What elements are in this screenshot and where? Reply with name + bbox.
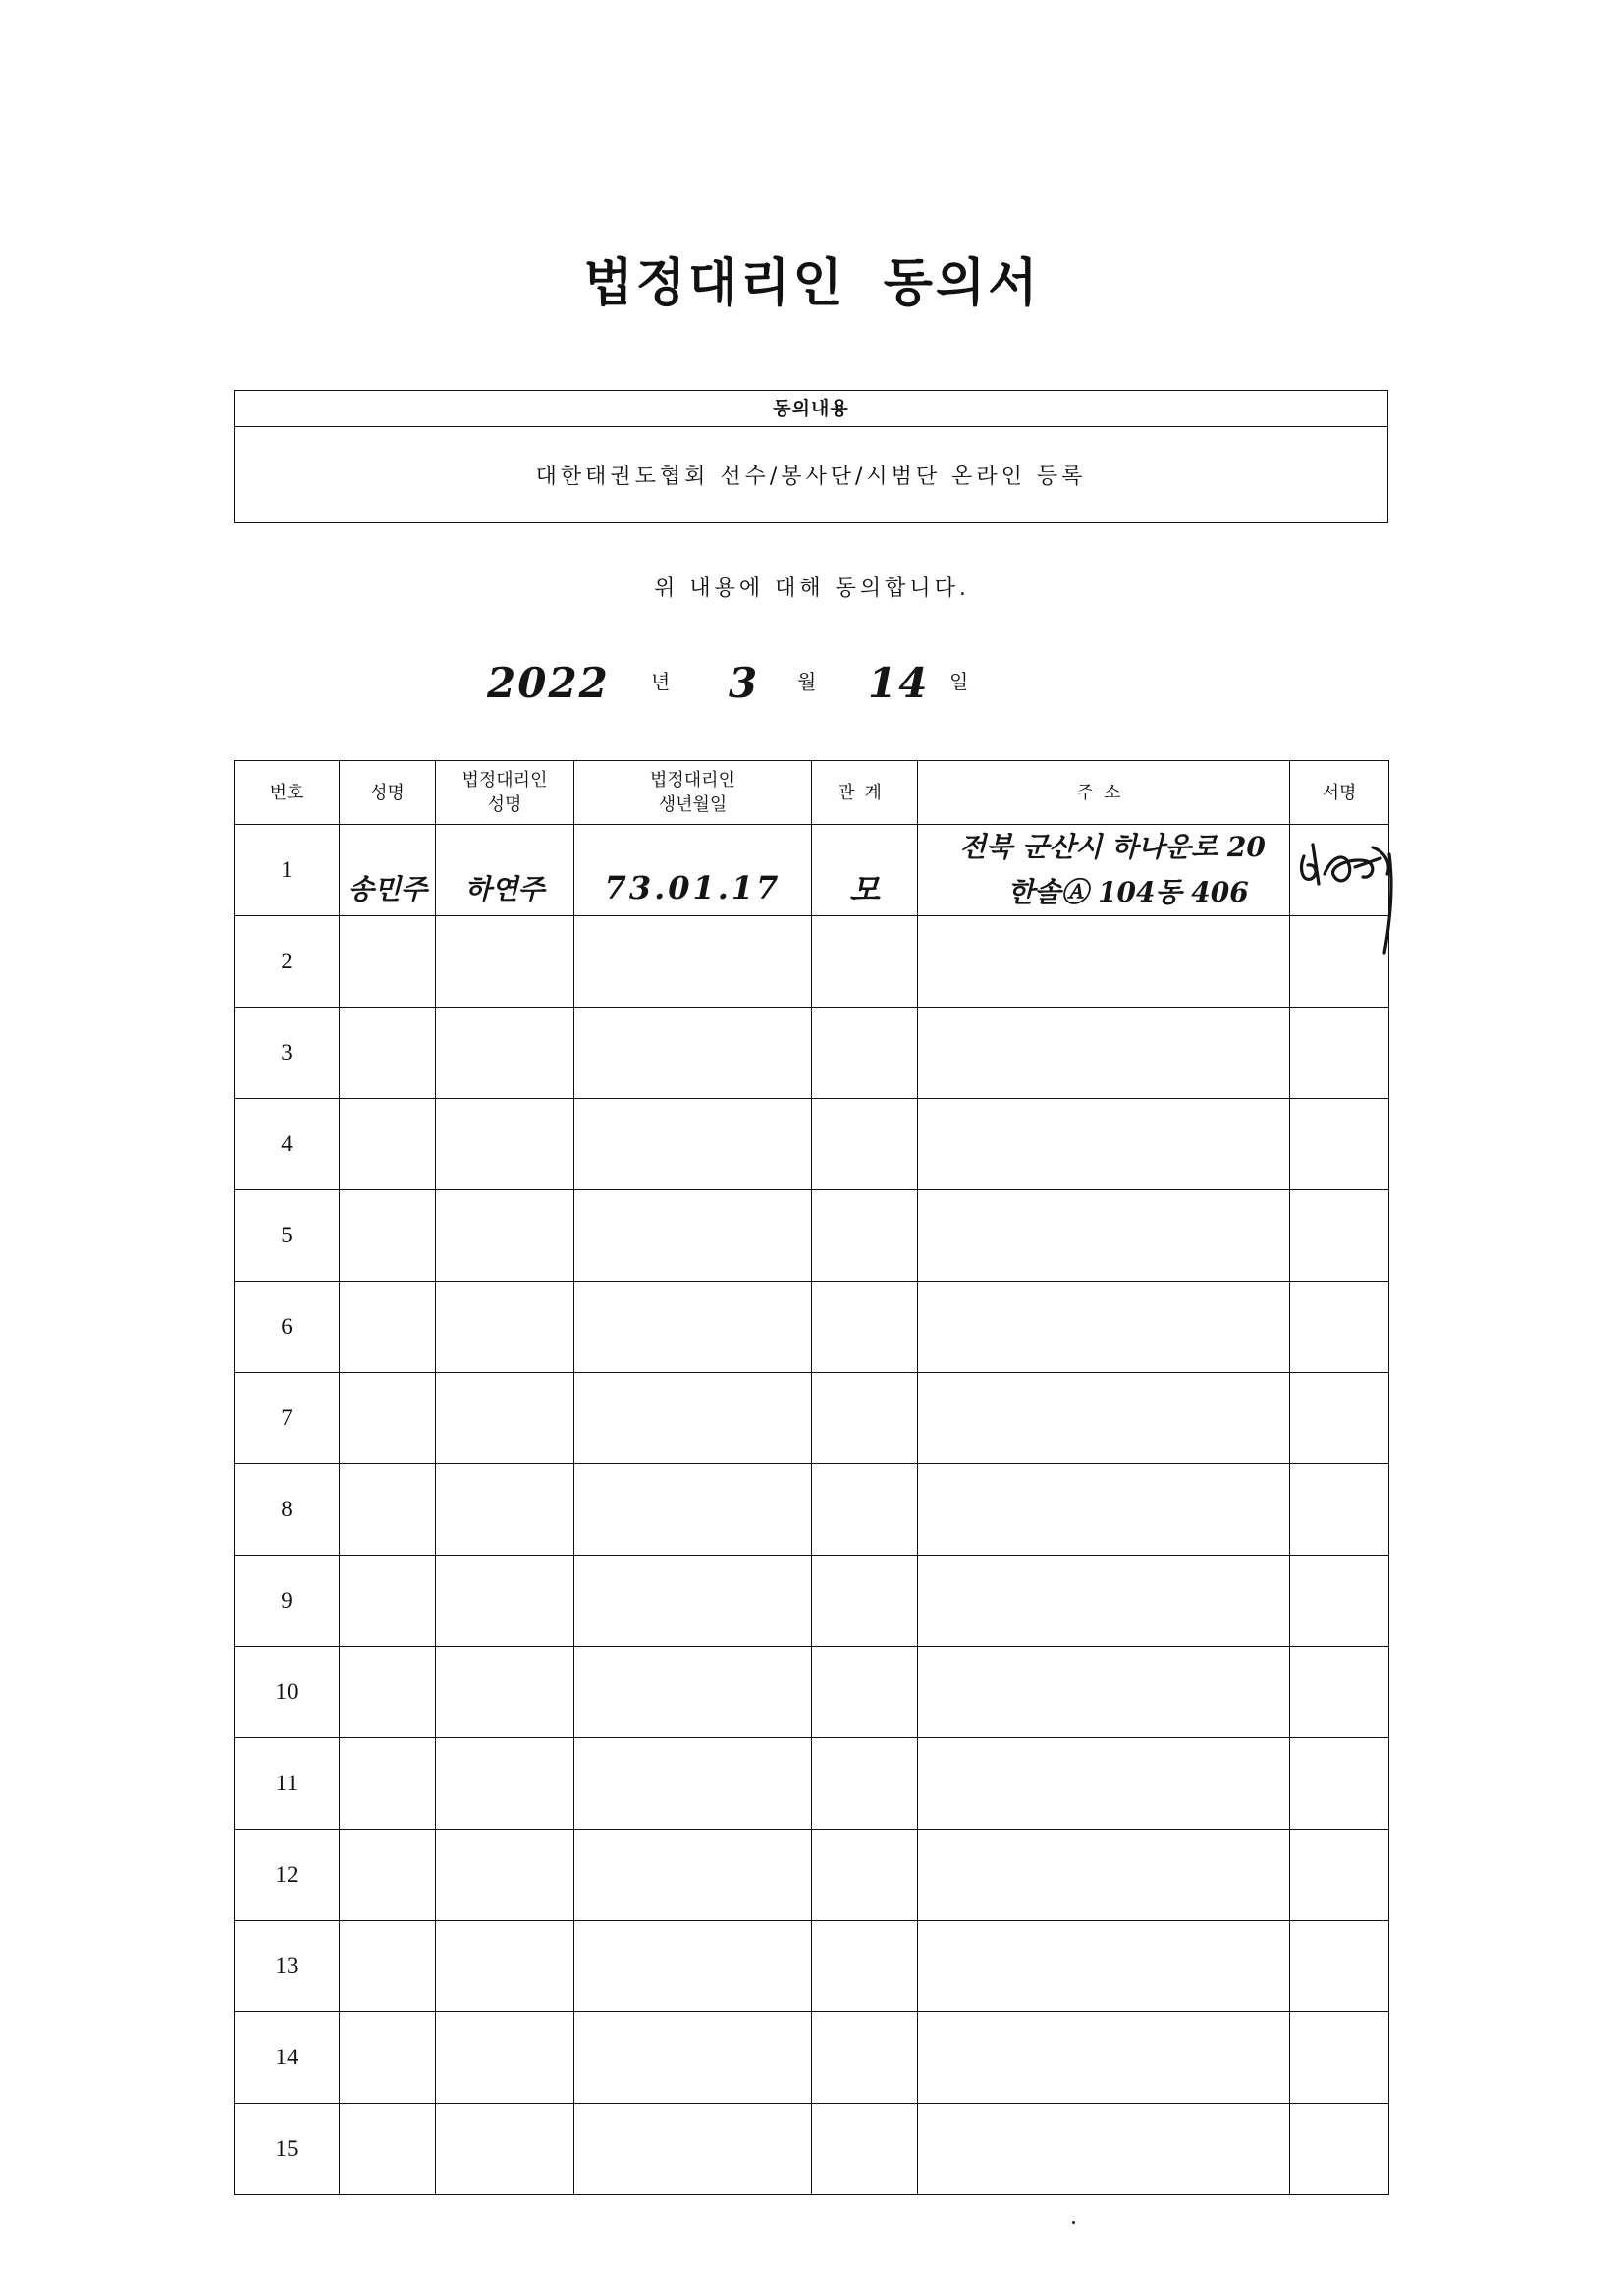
consent-content bbox=[235, 427, 1387, 521]
participant-name-cell bbox=[340, 825, 436, 916]
address-line-2 bbox=[918, 1783, 1289, 1829]
guardian-name-cell bbox=[436, 1921, 574, 2012]
address-cell bbox=[918, 1556, 1290, 1647]
date-day-label: 일 bbox=[949, 670, 969, 693]
relation-cell bbox=[812, 1647, 918, 1738]
guardian-name-cell bbox=[436, 1647, 574, 1738]
signature-cell bbox=[1290, 1282, 1389, 1373]
row-number-cell bbox=[235, 1008, 340, 1099]
row-number: 5 bbox=[281, 1223, 293, 1247]
guardian-name-cell bbox=[436, 1464, 574, 1556]
header-address-label: 주소 bbox=[1076, 782, 1131, 803]
address-line-1 bbox=[918, 1830, 1289, 1875]
address-line-2 bbox=[918, 1144, 1289, 1189]
guardian-name-cell bbox=[436, 1556, 574, 1647]
guardian-birthdate-cell bbox=[574, 1190, 812, 1282]
relation-cell bbox=[812, 916, 918, 1008]
participant-name: 송민주 bbox=[347, 873, 428, 905]
table-row bbox=[235, 1190, 1389, 1282]
row-number: 7 bbox=[281, 1405, 293, 1430]
signature-cell bbox=[1290, 1190, 1389, 1282]
guardian-name-cell bbox=[436, 916, 574, 1008]
address-line-2 bbox=[918, 1692, 1289, 1737]
guardian-name-cell bbox=[436, 1008, 574, 1099]
address-line-2 bbox=[918, 1327, 1289, 1372]
signature-scribble bbox=[1294, 835, 1404, 957]
row-number-cell bbox=[235, 2104, 340, 2195]
header-number bbox=[235, 761, 340, 825]
row-number: 15 bbox=[275, 2136, 298, 2160]
guardian-birthdate-cell bbox=[574, 916, 812, 1008]
participant-name-cell bbox=[340, 1190, 436, 1282]
table-row bbox=[235, 1647, 1389, 1738]
address-cell bbox=[918, 1190, 1290, 1282]
table-row bbox=[235, 2012, 1389, 2104]
guardian-birthdate: 73.01.17 bbox=[604, 869, 782, 906]
scan-speck bbox=[1072, 2221, 1075, 2224]
participant-name-cell bbox=[340, 1738, 436, 1830]
guardian-birthdate-cell bbox=[574, 1464, 812, 1556]
address-cell bbox=[918, 916, 1290, 1008]
address-line-2 bbox=[918, 2057, 1289, 2103]
address-line-1 bbox=[918, 2012, 1289, 2057]
table-body bbox=[235, 825, 1389, 2195]
guardian-name-cell bbox=[436, 1099, 574, 1190]
date-month-label: 월 bbox=[797, 670, 817, 693]
row-number: 10 bbox=[275, 1679, 298, 1704]
signature-cell bbox=[1290, 1830, 1389, 1921]
address-line-1 bbox=[918, 1464, 1289, 1509]
relation-cell bbox=[812, 1099, 918, 1190]
guardian-birthdate-cell bbox=[574, 1099, 812, 1190]
address-line-2 bbox=[918, 961, 1289, 1007]
row-number-cell bbox=[235, 1099, 340, 1190]
header-guardian-birthdate-line1: 법정대리인 bbox=[650, 770, 735, 791]
address-line-1 bbox=[918, 1373, 1289, 1418]
signature-cell bbox=[1290, 1738, 1389, 1830]
relation-cell bbox=[812, 825, 918, 916]
relation-cell bbox=[812, 1373, 918, 1464]
consent-content-text: 대한태권도협회 선수/봉사단/시범단 온라인 등록 bbox=[535, 464, 1087, 489]
consent-content-box bbox=[234, 390, 1388, 523]
address-cell bbox=[918, 1008, 1290, 1099]
participant-name-cell bbox=[340, 1282, 436, 1373]
table-header-row bbox=[235, 761, 1389, 825]
address-line-2: 한솔Ⓐ 104동 406 bbox=[1007, 876, 1249, 908]
guardian-birthdate-cell bbox=[574, 2012, 812, 2104]
row-number: 13 bbox=[275, 1953, 298, 1978]
signature-stroke bbox=[1325, 857, 1373, 881]
participant-name-cell bbox=[340, 1647, 436, 1738]
row-number-cell bbox=[235, 2012, 340, 2104]
participant-name-cell bbox=[340, 1008, 436, 1099]
address-line-1 bbox=[918, 2104, 1289, 2149]
address-line-1 bbox=[918, 1190, 1289, 1235]
row-number-cell bbox=[235, 1464, 340, 1556]
header-name bbox=[340, 761, 436, 825]
row-number-cell bbox=[235, 916, 340, 1008]
address-line-1 bbox=[918, 1921, 1289, 1966]
date-year-handwritten: 2022 bbox=[487, 659, 610, 707]
address-line-1 bbox=[918, 1738, 1289, 1783]
relation-cell bbox=[812, 1464, 918, 1556]
relation-cell bbox=[812, 1008, 918, 1099]
address-line-1 bbox=[918, 1099, 1289, 1144]
table-row bbox=[235, 916, 1389, 1008]
header-relation bbox=[812, 761, 918, 825]
address-line-1 bbox=[918, 1282, 1289, 1327]
table-row bbox=[235, 1464, 1389, 1556]
relation-cell bbox=[812, 1830, 918, 1921]
row-number-cell bbox=[235, 1738, 340, 1830]
guardian-birthdate-cell bbox=[574, 825, 812, 916]
header-relation-label: 관계 bbox=[838, 782, 892, 803]
table-row bbox=[235, 1099, 1389, 1190]
signature-cell bbox=[1290, 2012, 1389, 2104]
document-title: 법정대리인 동의서 bbox=[583, 253, 1041, 313]
signature-cell bbox=[1290, 1008, 1389, 1099]
guardian-birthdate-cell bbox=[574, 1373, 812, 1464]
table-row bbox=[235, 825, 1389, 916]
header-address bbox=[918, 761, 1290, 825]
address-line-1 bbox=[918, 916, 1289, 961]
address-cell bbox=[918, 1830, 1290, 1921]
date-day-handwritten: 14 bbox=[868, 659, 930, 707]
header-guardian-name-line2: 성명 bbox=[487, 794, 522, 815]
guardian-name-cell bbox=[436, 2104, 574, 2195]
row-number: 8 bbox=[281, 1497, 293, 1521]
relation-cell bbox=[812, 2104, 918, 2195]
participant-name-cell bbox=[340, 1099, 436, 1190]
address-cell bbox=[918, 1464, 1290, 1556]
table-row bbox=[235, 1282, 1389, 1373]
table-row bbox=[235, 1373, 1389, 1464]
header-signature-label: 서명 bbox=[1322, 782, 1357, 803]
participant-name-cell bbox=[340, 2012, 436, 2104]
participant-name-cell bbox=[340, 1464, 436, 1556]
guardian-birthdate-cell bbox=[574, 1647, 812, 1738]
participant-name-cell bbox=[340, 1830, 436, 1921]
guardian-name-cell bbox=[436, 1738, 574, 1830]
guardian-birthdate-cell bbox=[574, 1738, 812, 1830]
header-number-label: 번호 bbox=[269, 782, 304, 803]
address-line-1: 전북 군산시 하나운로 20 bbox=[959, 831, 1266, 863]
row-number: 2 bbox=[281, 949, 293, 973]
table-row bbox=[235, 1556, 1389, 1647]
row-number-cell bbox=[235, 825, 340, 916]
header-guardian-birthdate-line2: 생년월일 bbox=[658, 794, 728, 815]
signature-cell bbox=[1290, 1099, 1389, 1190]
address-line-2 bbox=[918, 1053, 1289, 1098]
participant-name-cell bbox=[340, 1556, 436, 1647]
guardian-roster-table bbox=[234, 760, 1389, 2195]
address-line-1 bbox=[918, 1647, 1289, 1692]
table-row bbox=[235, 1008, 1389, 1099]
header-guardian-birthdate bbox=[574, 761, 812, 825]
row-number: 1 bbox=[281, 857, 293, 882]
table-row bbox=[235, 1921, 1389, 2012]
row-number: 4 bbox=[281, 1131, 293, 1156]
row-number-cell bbox=[235, 1556, 340, 1647]
address-cell bbox=[918, 2104, 1290, 2195]
row-number-cell bbox=[235, 1647, 340, 1738]
relation-cell bbox=[812, 1738, 918, 1830]
date-year-label: 년 bbox=[651, 670, 671, 693]
header-guardian-name bbox=[436, 761, 574, 825]
row-number-cell bbox=[235, 1921, 340, 2012]
guardian-name-cell bbox=[436, 1830, 574, 1921]
participant-name-cell bbox=[340, 1373, 436, 1464]
date-month-handwritten: 3 bbox=[729, 659, 760, 707]
address-cell bbox=[918, 2012, 1290, 2104]
address-cell bbox=[918, 1099, 1290, 1190]
address-cell bbox=[918, 1373, 1290, 1464]
signature-cell bbox=[1290, 1556, 1389, 1647]
consent-header: 동의내용 bbox=[235, 391, 1387, 427]
address-cell bbox=[918, 825, 1290, 916]
header-name-label: 성명 bbox=[370, 782, 405, 803]
participant-name-cell bbox=[340, 1921, 436, 2012]
signature-cell bbox=[1290, 1647, 1389, 1738]
guardian-name-cell bbox=[436, 825, 574, 916]
row-number: 9 bbox=[281, 1588, 293, 1613]
address-cell bbox=[918, 1282, 1290, 1373]
table-row bbox=[235, 1830, 1389, 1921]
table-row bbox=[235, 1738, 1389, 1830]
table-row bbox=[235, 2104, 1389, 2195]
header-guardian-name-line1: 법정대리인 bbox=[461, 770, 548, 791]
signature-cell bbox=[1290, 1921, 1389, 2012]
address-line-2 bbox=[918, 1235, 1289, 1281]
relation-cell bbox=[812, 1556, 918, 1647]
participant-name-cell bbox=[340, 916, 436, 1008]
address-cell bbox=[918, 1738, 1290, 1830]
row-number: 3 bbox=[281, 1040, 293, 1065]
relation-cell bbox=[812, 1921, 918, 2012]
participant-name-cell bbox=[340, 2104, 436, 2195]
address-line-1 bbox=[918, 1008, 1289, 1053]
address-cell bbox=[918, 1921, 1290, 2012]
address-line-2 bbox=[918, 1509, 1289, 1555]
row-number: 14 bbox=[275, 2045, 298, 2069]
address-line-2 bbox=[918, 1601, 1289, 1646]
guardian-birthdate-cell bbox=[574, 2104, 812, 2195]
row-number-cell bbox=[235, 1282, 340, 1373]
header-signature bbox=[1290, 761, 1389, 825]
agreement-statement: 위 내용에 대해 동의합니다. bbox=[654, 576, 970, 601]
guardian-name-cell bbox=[436, 1282, 574, 1373]
relation: 모 bbox=[849, 871, 880, 908]
address-cell bbox=[918, 1647, 1290, 1738]
signature-cell bbox=[1290, 1373, 1389, 1464]
row-number: 6 bbox=[281, 1314, 293, 1339]
guardian-name-cell bbox=[436, 1190, 574, 1282]
relation-cell bbox=[812, 1190, 918, 1282]
row-number: 12 bbox=[275, 1862, 298, 1886]
row-number-cell bbox=[235, 1373, 340, 1464]
guardian-birthdate-cell bbox=[574, 1921, 812, 2012]
address-line-1 bbox=[918, 1556, 1289, 1601]
guardian-birthdate-cell bbox=[574, 1830, 812, 1921]
relation-cell bbox=[812, 2012, 918, 2104]
guardian-name-cell bbox=[436, 1373, 574, 1464]
guardian-birthdate-cell bbox=[574, 1282, 812, 1373]
signature-cell bbox=[1290, 2104, 1389, 2195]
relation-cell bbox=[812, 1282, 918, 1373]
guardian-name-cell bbox=[436, 2012, 574, 2104]
row-number: 11 bbox=[275, 1771, 298, 1795]
address-line-2 bbox=[918, 1966, 1289, 2011]
row-number-cell bbox=[235, 1830, 340, 1921]
guardian-name: 하연주 bbox=[464, 873, 545, 905]
address-line-2 bbox=[918, 1418, 1289, 1463]
address-line-2 bbox=[918, 2149, 1289, 2194]
row-number-cell bbox=[235, 1190, 340, 1282]
guardian-birthdate-cell bbox=[574, 1556, 812, 1647]
signature-cell bbox=[1290, 1464, 1389, 1556]
address-line-2 bbox=[918, 1875, 1289, 1920]
guardian-birthdate-cell bbox=[574, 1008, 812, 1099]
